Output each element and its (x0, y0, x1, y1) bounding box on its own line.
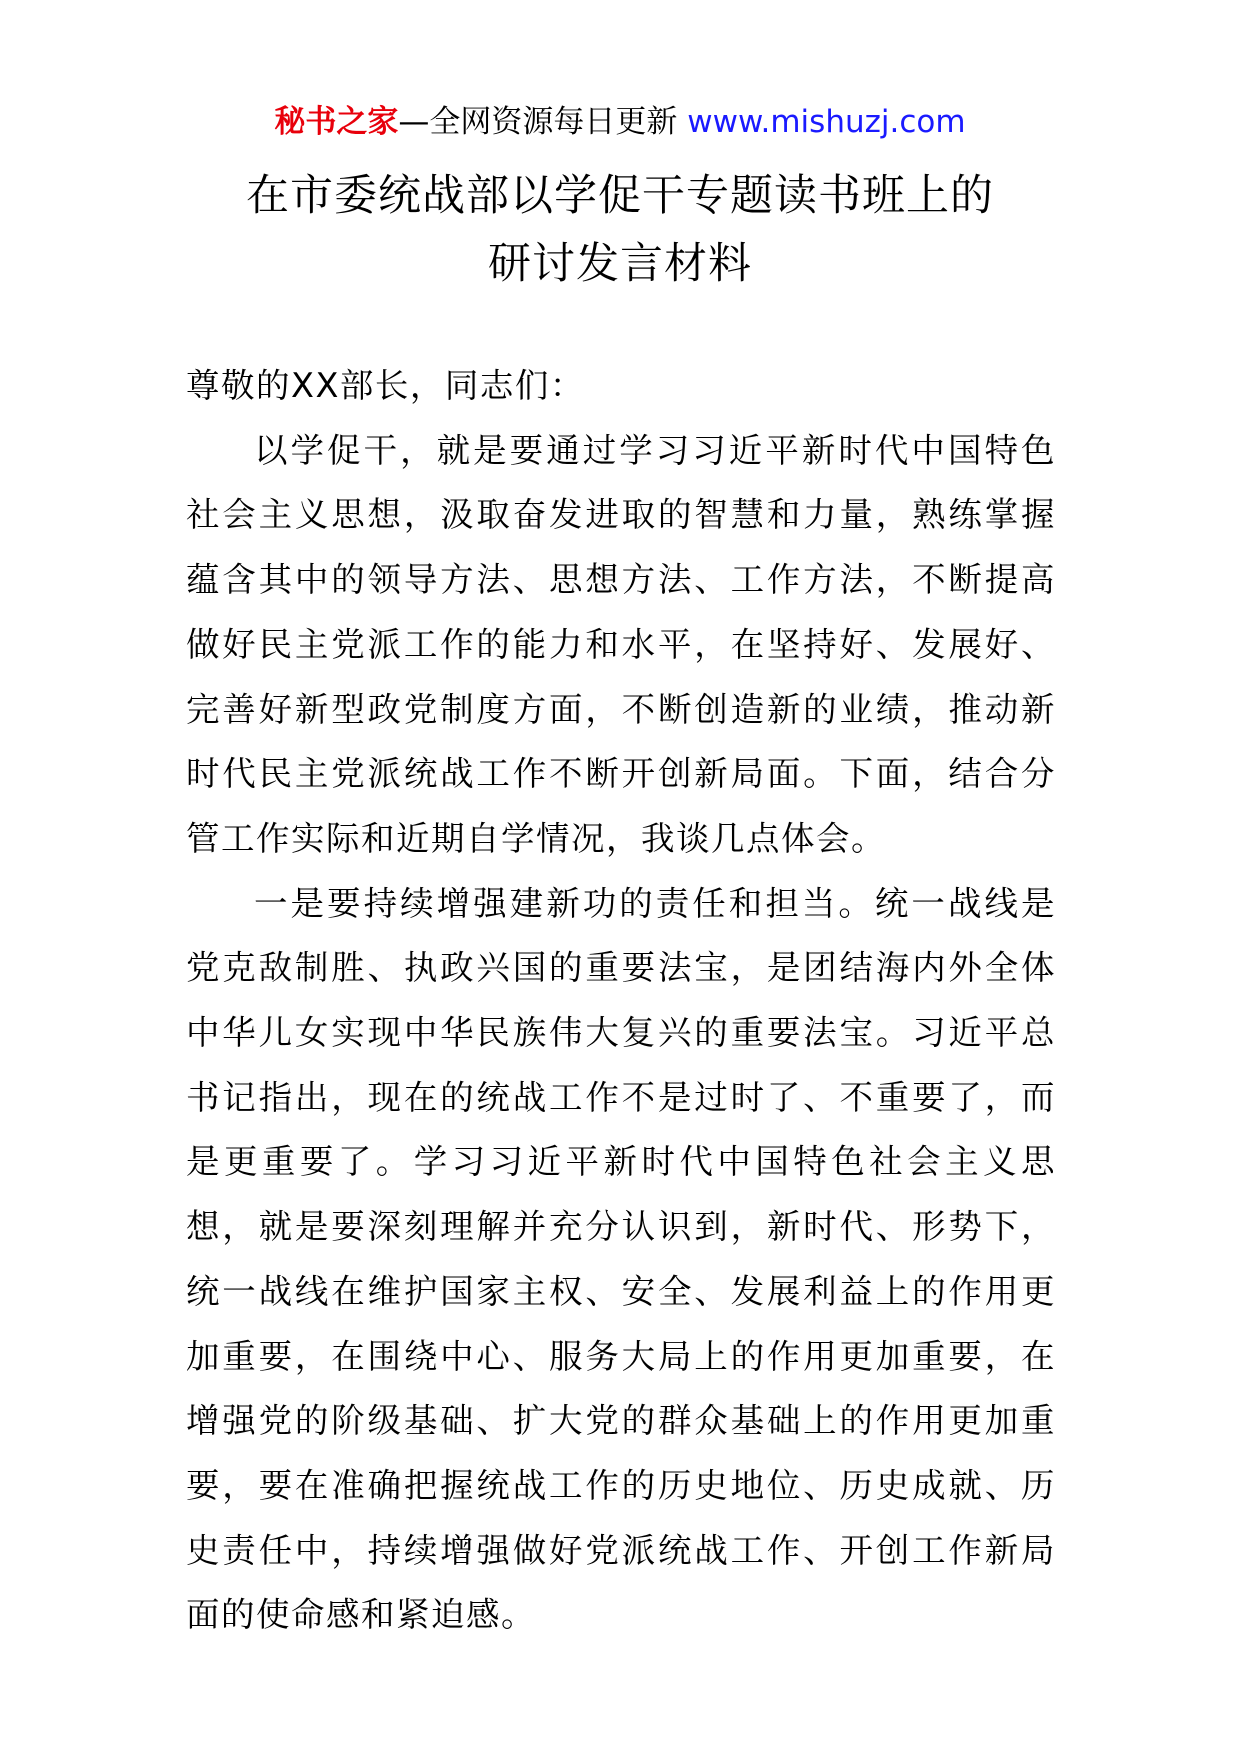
paragraph-point-one: 一是要持续增强建新功的责任和担当。统一战线是党克敌制胜、执政兴国的重要法宝，是团结海内外全体中华儿女实现中华民族伟大复兴的重要法宝。习近平总书记指出，现在的统战工作不是过时了、不重要了，而是更重要了。学习习近平新时代中国特色社会主义思想，就是要深刻理解并充分认识到，新时代、形势下，统一战线在维护国家主权、安全、发展利益上的作用更加重要，在围绕中心、服务大局上的作用更加重要，在增强党的阶级基础、扩大党的群众基础上的作用更加重要，要在准确把握统战工作的历史地位、历史成就、历史责任中，持续增强做好党派统战工作、开创工作新局面的使命感和紧迫感。 (186, 883, 1056, 1635)
title-line-1: 在市委统战部以学促干专题读书班上的 (246, 171, 994, 221)
site-url-link[interactable]: www.mishuzj.com (687, 104, 966, 140)
header-slogan: —全网资源每日更新 (398, 104, 688, 140)
title-line-2: 研讨发言材料 (488, 239, 752, 289)
paragraph-intro: 以学促干，就是要通过学习习近平新时代中国特色社会主义思想，汲取奋发进取的智慧和力量，熟练掌握蕴含其中的领导方法、思想方法、工作方法，不断提高做好民主党派工作的能力和水平，在坚持好、发展好、完善好新型政党制度方面，不断创造新的业绩，推动新时代民主党派统战工作不断开创新局面。下面，结合分管工作实际和近期自学情况，我谈几点体会。 (186, 430, 1056, 858)
document-body (186, 354, 1056, 1648)
brand-name: 秘书之家 (274, 104, 399, 140)
site-header (0, 100, 1240, 144)
salutation: 尊敬的XX部长，同志们： (186, 366, 585, 405)
document-title (0, 162, 1240, 298)
